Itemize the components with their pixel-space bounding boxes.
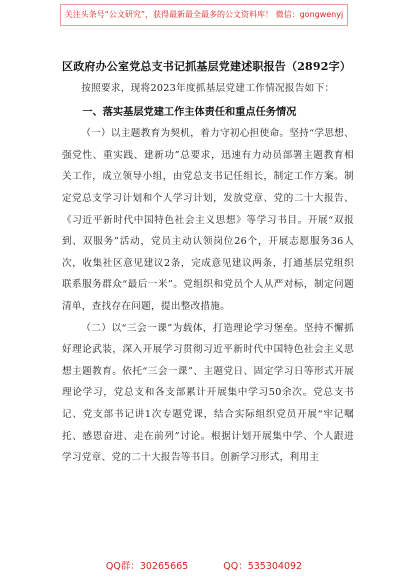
section-heading: 一、落实基层党建工作主体责任和重点任务情况 [82,105,297,118]
document-body [62,30,354,469]
top-banner: 关注头条号“公文研究”，获得最新最全最多的公文资料库！ 微信：gongwenyj [60,4,348,26]
paragraph-2: （二）以“三会一课”为载体，打造理论学习堡垒。坚持不懈抓好理论武装，深入开展学习贯彻习近平新时代中国特色社会主义思想主题教育。依托“三会一课”、主题党日、固定学习日等形式开展理论学习，党总支和各支部累计开展集中学习50余次。党总支书记、党支部书记讲1次专题党课，结合实际组织党员开展“牢记嘱托、感恩奋进、走在前列”讨论。根据计划开展集中学、个人跟进学习党章、党的二十大报告等书目。创新学习形式，利用主 [62,322,354,464]
footer-qq-group: QQ群：30265665 [105,561,189,572]
footer-qq: QQ：535304092 [223,561,303,572]
intro-paragraph: 按照要求，现将2023年度抓基层党建工作情况报告如下： [81,83,335,94]
document-title: 区政府办公室党总支书记抓基层党建述职报告（2892字） [62,60,352,73]
footer-contact [0,558,408,572]
paragraph-1: （一）以主题教育为契机，着力守初心担使命。坚持“学思想、强党性、重实践、建新功”总要求，迅速有力动员部署主题教育相关工作，成立领导小组，由党总支书记任组长，制定工作方案。制定党总支学习计划和个人学习计划，发放党章、党的二十大报告、《习近平新时代中国特色社会主义思想》等学习书目。开展“双报到、双服务”活动，党员主动认领岗位26个，开展志愿服务36人次，收集社区意见建议2条，完成意见建议两条，打通基层党组织联系服务群众“最后一米”。党组织和党员个人从严对标，制定问题清单，查找存在问题，提出整改措施。 [62,128,354,312]
